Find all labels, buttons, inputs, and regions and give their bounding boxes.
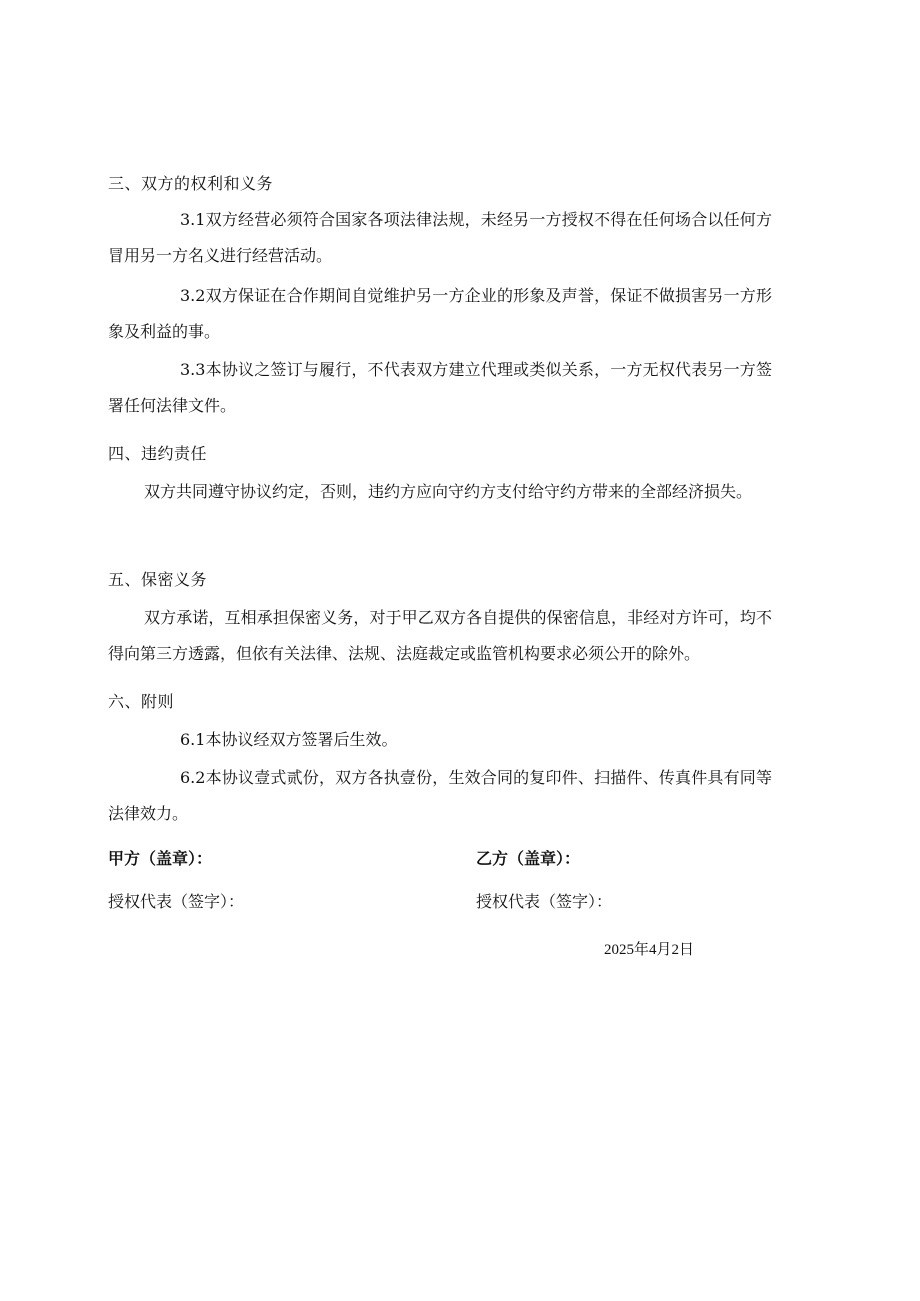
clause-3-1 — [108, 202, 772, 274]
clause-number: 3.3 — [180, 360, 206, 379]
clause-number: 6.2 — [180, 768, 206, 787]
confidentiality-paragraph: 双方承诺，互相承担保密义务，对于甲乙双方各自提供的保密信息，非经对方许可，均不得向第三方透露，但依有关法律、法规、法庭裁定或监管机构要求必须公开的除外。 — [108, 608, 772, 663]
clause-text: 本协议壹式贰份，双方各执壹份，生效合同的复印件、扫描件、传真件具有同等法律效力。 — [108, 768, 772, 823]
party-b-representative-label: 授权代表（签字）： — [476, 892, 613, 911]
clause-text: 双方经营必须符合国家各项法律法规，未经另一方授权不得在任何场合以任何方冒用另一方名义进行经营活动。 — [108, 210, 772, 265]
clause-3-2 — [108, 278, 772, 350]
clause-number: 3.1 — [180, 210, 206, 229]
clause-number: 6.1 — [180, 730, 206, 749]
clause-number: 3.2 — [180, 286, 206, 305]
section-heading-rights-obligations: 三、双方的权利和义务 — [108, 174, 274, 193]
party-b-seal-label: 乙方（盖章）： — [476, 849, 581, 868]
clause-6-2 — [108, 760, 772, 832]
section-heading-liability: 四、违约责任 — [108, 444, 208, 463]
clause-text: 本协议之签订与履行，不代表双方建立代理或类似关系，一方无权代表另一方签署任何法律文件。 — [108, 360, 772, 415]
clause-3-3 — [108, 352, 772, 424]
section-heading-supplementary: 六、附则 — [108, 692, 175, 711]
clause-6-1 — [108, 722, 772, 758]
clause-text: 本协议经双方签署后生效。 — [205, 730, 398, 749]
party-a-seal-label: 甲方（盖章）： — [108, 849, 213, 868]
clause-text: 双方保证在合作期间自觉维护另一方企业的形象及声誉，保证不做损害另一方形象及利益的事。 — [108, 286, 772, 341]
section-heading-confidentiality: 五、保密义务 — [108, 570, 208, 589]
party-a-representative-label: 授权代表（签字）： — [108, 892, 245, 911]
signing-date: 2025年4月2日 — [604, 942, 695, 958]
liability-paragraph: 双方共同遵守协议约定，否则，违约方应向守约方支付给守约方带来的全部经济损失。 — [144, 482, 753, 501]
